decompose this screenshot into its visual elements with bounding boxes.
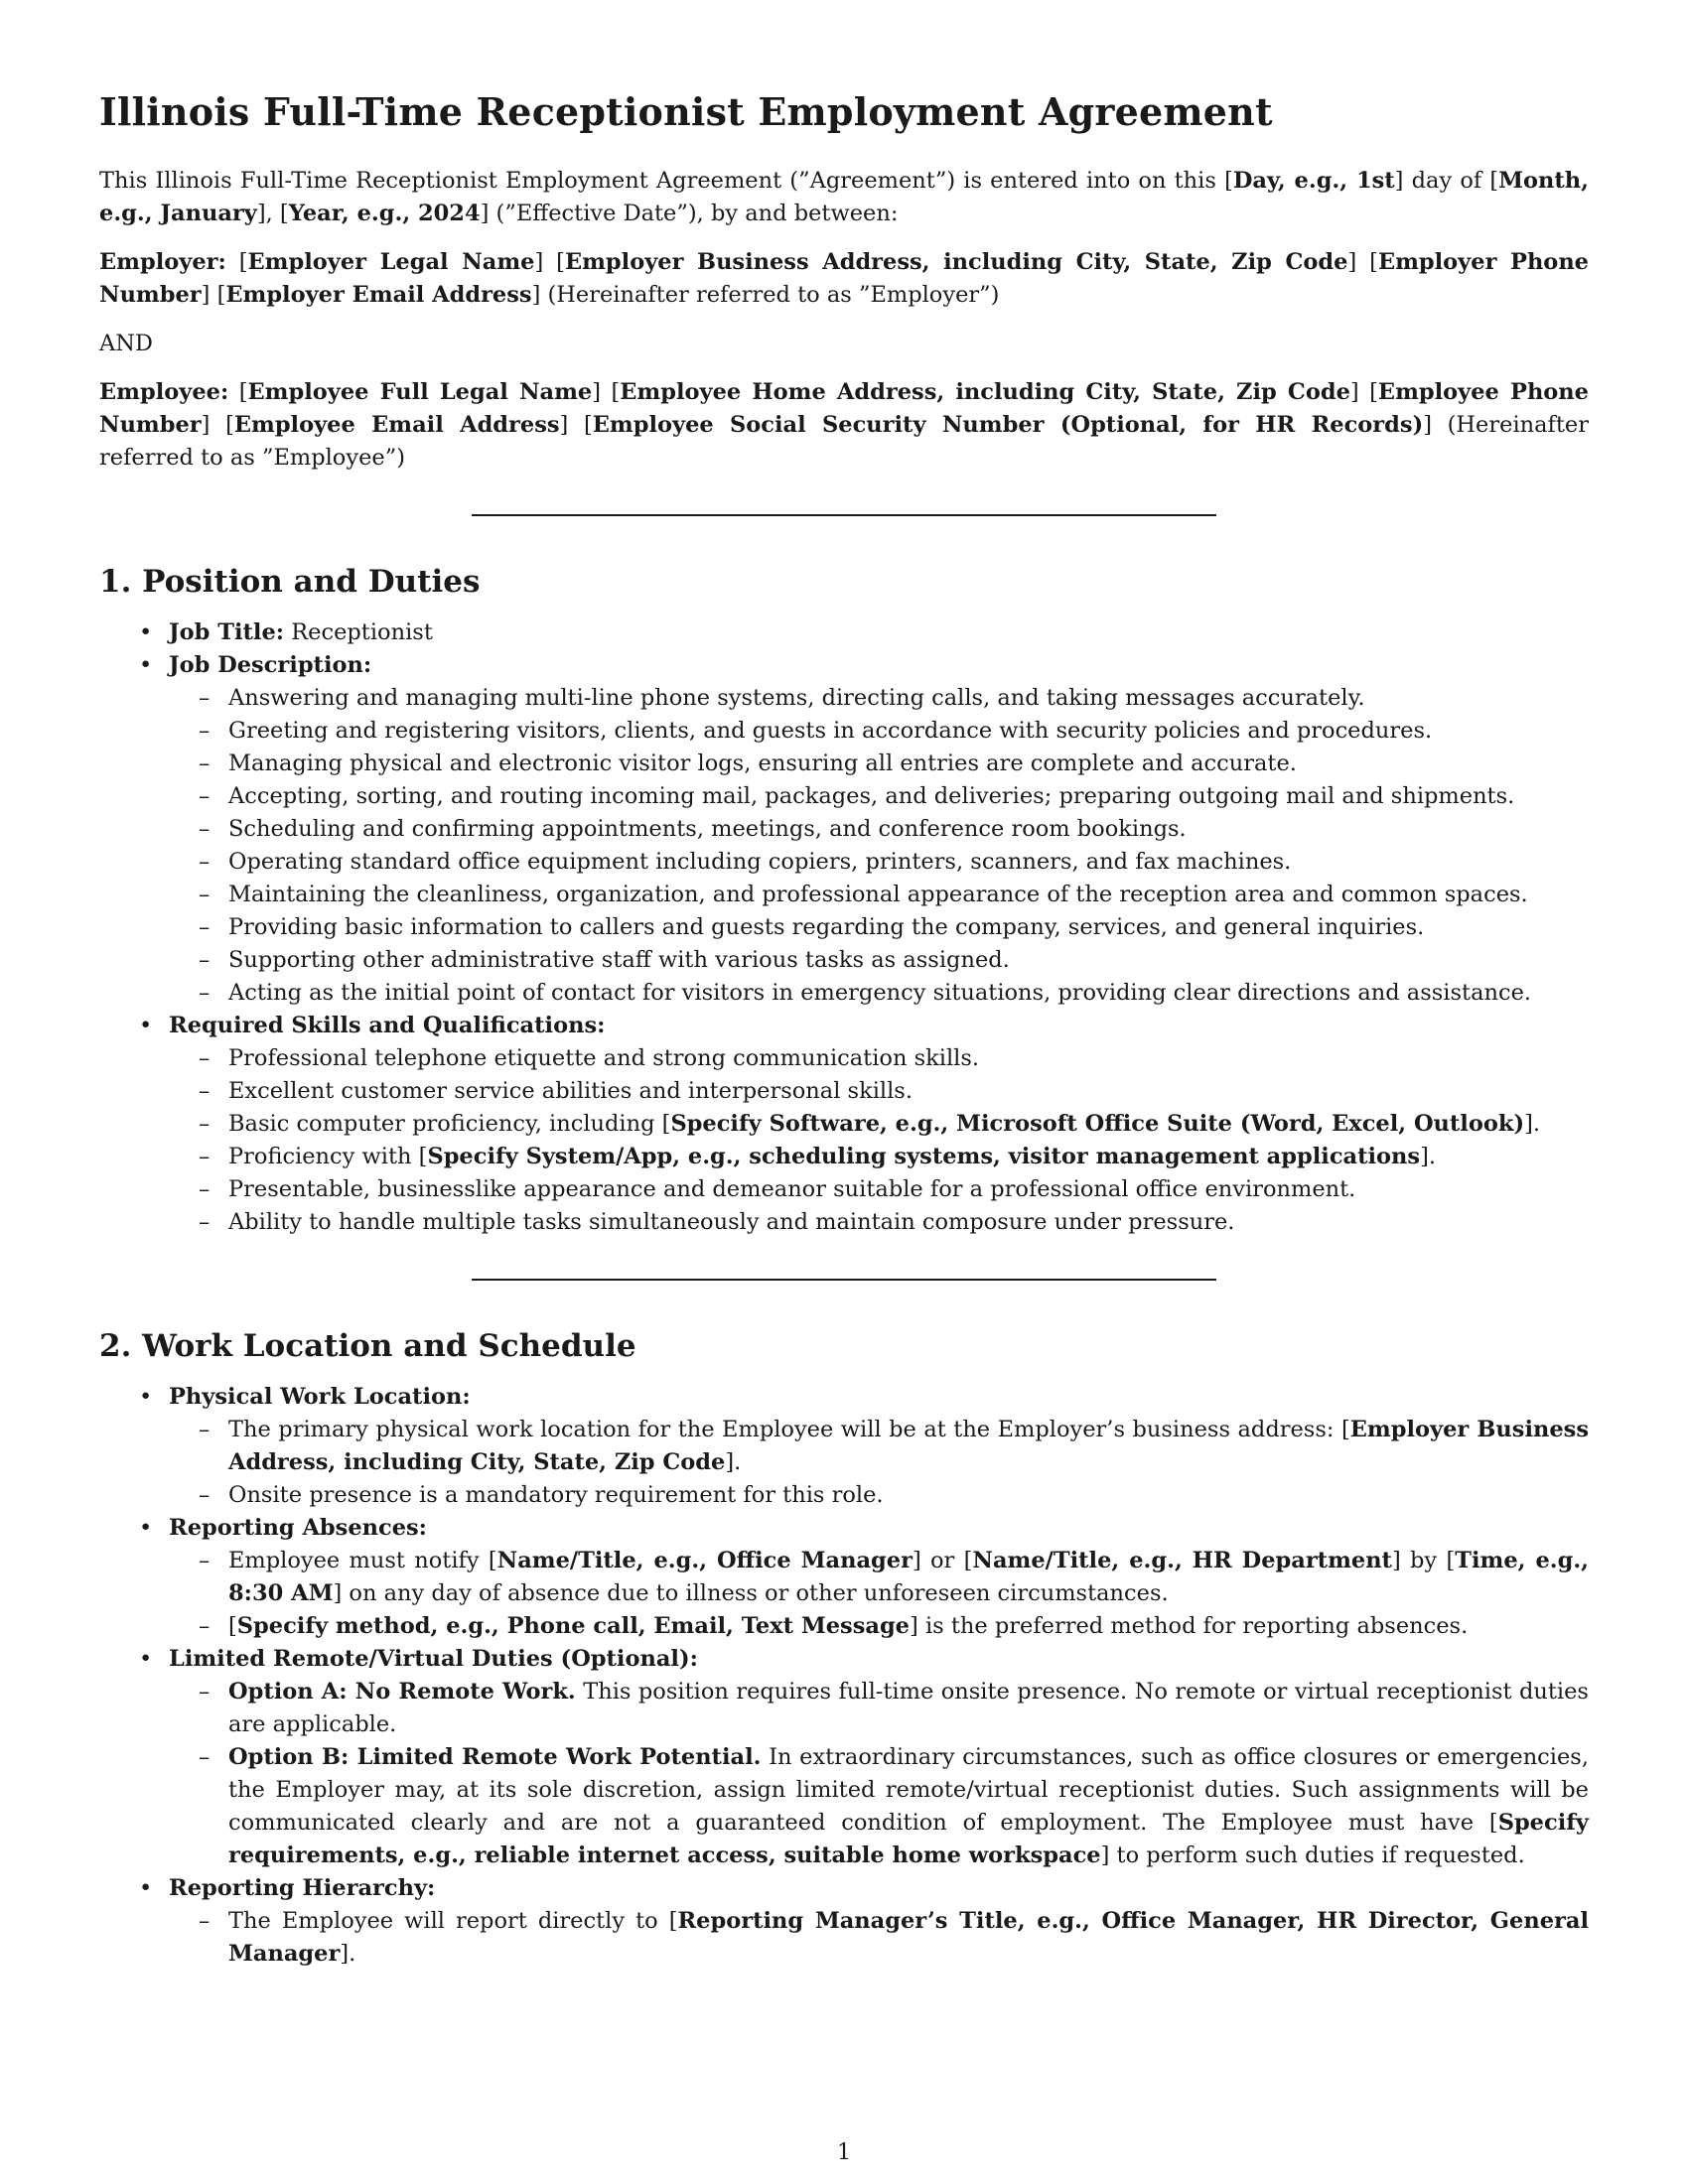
location-clause: – The primary physical work location for the Employee will be at the Employer’s business address: [Employer Business Address, including City, State, Zip Code]. — [169, 1414, 1589, 1479]
day-placeholder: Day, e.g., 1st — [1232, 167, 1395, 194]
skill-item: – Professional telephone etiquette and strong communication skills. — [169, 1042, 1589, 1075]
section-divider — [472, 1279, 1216, 1281]
duty-item: – Maintaining the cleanliness, organization, and professional appearance of the reception area and common spaces. — [169, 879, 1589, 911]
skills-item: • Required Skills and Qualifications: – Professional telephone etiquette and strong communication skills. – Excellent customer service abilities and interpersonal skills. – Basic computer proficiency, including [Specify Software, e.g., Microsoft Office Suite (Word, Excel, Outlook)]. – Proficiency with [Specify System/App, e.g., scheduling systems, visitor management applications]. – Presentable, businesslike appearance and demeanor suitable for a professional office environment. – Ability to handle multiple tasks simultaneously and maintain composure under pressure. — [99, 1010, 1589, 1239]
reporting-absences-item: • Reporting Absences: – Employee must notify [Name/Title, e.g., Office Manager] or [Name/Title, e.g., HR Department] by [Time, e.g., 8:30 AM] on any day of absence due to illness or other unforeseen circumstances. – [Specify method, e.g., Phone call, Email, Text Message] is the preferred method for reporting absences. — [99, 1512, 1589, 1643]
document-title: Illinois Full-Time Receptionist Employment Agreement — [99, 89, 1273, 134]
section-divider — [472, 514, 1216, 516]
section-2-list — [99, 1381, 1589, 1971]
employer-block: Employer: [Employer Legal Name] [Employer Business Address, including City, State, Zip Code] [Employer Phone Number] [Employer Email Address] (Hereinafter referred to as ”Employer”) — [99, 248, 1589, 308]
duty-item: – Managing physical and electronic visitor logs, ensuring all entries are complete and accurate. — [169, 748, 1589, 780]
duty-item: – Greeting and registering visitors, clients, and guests in accordance with security policies and procedures. — [169, 715, 1589, 748]
hierarchy-clause: – The Employee will report directly to [Reporting Manager’s Title, e.g., Office Manager, HR Director, General Manager]. — [169, 1905, 1589, 1971]
intro-paragraph: This Illinois Full-Time Receptionist Employment Agreement (”Agreement”) is entered into on this [Day, e.g., 1st] day of [Month, e.g., January], [Year, e.g., 2024] (”Effective Date”), by and between: — [99, 167, 1589, 226]
remote-option-a: – Option A: No Remote Work. This position requires full-time onsite presence. No remote or virtual receptionist duties are applicable. — [169, 1676, 1589, 1741]
duty-item: – Supporting other administrative staff with various tasks as assigned. — [169, 944, 1589, 977]
employee-block: Employee: [Employee Full Legal Name] [Employee Home Address, including City, State, Zip Code] [Employee Phone Number] [Employee Email Address] [Employee Social Security Number (Optional, for HR Records)] (Hereinafter referred to as ”Employee”) — [99, 378, 1589, 471]
section-2-heading: 2. Work Location and Schedule — [99, 1327, 636, 1364]
skill-item: – Presentable, businesslike appearance and demeanor suitable for a professional office environment. — [169, 1173, 1589, 1206]
year-placeholder: Year, e.g., 2024 — [288, 200, 481, 226]
job-title-item: • Job Title: Receptionist — [99, 616, 1589, 649]
duty-item: – Accepting, sorting, and routing incoming mail, packages, and deliveries; preparing outgoing mail and shipments. — [169, 780, 1589, 813]
skill-item: – Basic computer proficiency, including [Specify Software, e.g., Microsoft Office Suite (Word, Excel, Outlook)]. — [169, 1108, 1589, 1141]
document-page — [99, 89, 1589, 1971]
month-placeholder: Month, e.g., January — [99, 167, 1589, 226]
absence-clause: – Employee must notify [Name/Title, e.g., Office Manager] or [Name/Title, e.g., HR Department] by [Time, e.g., 8:30 AM] on any day of absence due to illness or other unforeseen circumstances. — [169, 1545, 1589, 1610]
remote-duties-item: • Limited Remote/Virtual Duties (Optional): – Option A: No Remote Work. This position requires full-time onsite presence. No remote or virtual receptionist duties are applicable. – Option B: Limited Remote Work Potential. In extraordinary circumstances, such as office closures or emergencies, the Employer may, at its sole discretion, assign limited remote/virtual receptionist duties. Such assignments will be communicated clearly and are not a guaranteed condition of employment. The Employee must have [Specify requirements, e.g., reliable internet access, suitable home workspace] to perform such duties if requested. — [99, 1643, 1589, 1872]
skill-item: – Ability to handle multiple tasks simultaneously and maintain composure under pressure. — [169, 1206, 1589, 1239]
duty-item: – Providing basic information to callers and guests regarding the company, services, and general inquiries. — [169, 911, 1589, 944]
section-1-list — [99, 616, 1589, 1239]
skill-item: – Excellent customer service abilities and interpersonal skills. — [169, 1075, 1589, 1108]
duty-item: – Acting as the initial point of contact for visitors in emergency situations, providing clear directions and assistance. — [169, 977, 1589, 1010]
job-description-item: • Job Description: – Answering and managing multi-line phone systems, directing calls, and taking messages accurately. – Greeting and registering visitors, clients, and guests in accordance with security policies and procedures. – Managing physical and electronic visitor logs, ensuring all entries are complete and accurate. – Accepting, sorting, and routing incoming mail, packages, and deliveries; preparing outgoing mail and shipments. – Scheduling and confirming appointments, meetings, and conference room bookings. – Operating standard office equipment including copiers, printers, scanners, and fax machines. – Maintaining the cleanliness, organization, and professional appearance of the reception area and common spaces. – Providing basic information to callers and guests regarding the company, services, and general inquiries. – Supporting other administrative staff with various tasks as assigned. – Acting as the initial point of contact for visitors in emergency situations, providing clear directions and assistance. — [99, 649, 1589, 1010]
skill-item: – Proficiency with [Specify System/App, e.g., scheduling systems, visitor management applications]. — [169, 1141, 1589, 1173]
location-clause: – Onsite presence is a mandatory requirement for this role. — [169, 1479, 1589, 1512]
duty-item: – Answering and managing multi-line phone systems, directing calls, and taking messages accurately. — [169, 682, 1589, 715]
remote-option-b: – Option B: Limited Remote Work Potential. In extraordinary circumstances, such as office closures or emergencies, the Employer may, at its sole discretion, assign limited remote/virtual receptionist duties. Such assignments will be communicated clearly and are not a guaranteed condition of employment. The Employee must have [Specify requirements, e.g., reliable internet access, suitable home workspace] to perform such duties if requested. — [169, 1741, 1589, 1872]
and-separator: AND — [99, 330, 153, 356]
absence-clause: – [Specify method, e.g., Phone call, Email, Text Message] is the preferred method for reporting absences. — [169, 1610, 1589, 1643]
duty-item: – Scheduling and confirming appointments, meetings, and conference room bookings. — [169, 813, 1589, 846]
work-location-item: • Physical Work Location: – The primary physical work location for the Employee will be at the Employer’s business address: [Employer Business Address, including City, State, Zip Code]. – Onsite presence is a mandatory requirement for this role. — [99, 1381, 1589, 1512]
page-number: 1 — [836, 2139, 852, 2165]
reporting-hierarchy-item: • Reporting Hierarchy: – The Employee will report directly to [Reporting Manager’s Title, e.g., Office Manager, HR Director, General Manager]. — [99, 1872, 1589, 1971]
duty-item: – Operating standard office equipment including copiers, printers, scanners, and fax machines. — [169, 846, 1589, 879]
section-1-heading: 1. Position and Duties — [99, 563, 481, 600]
